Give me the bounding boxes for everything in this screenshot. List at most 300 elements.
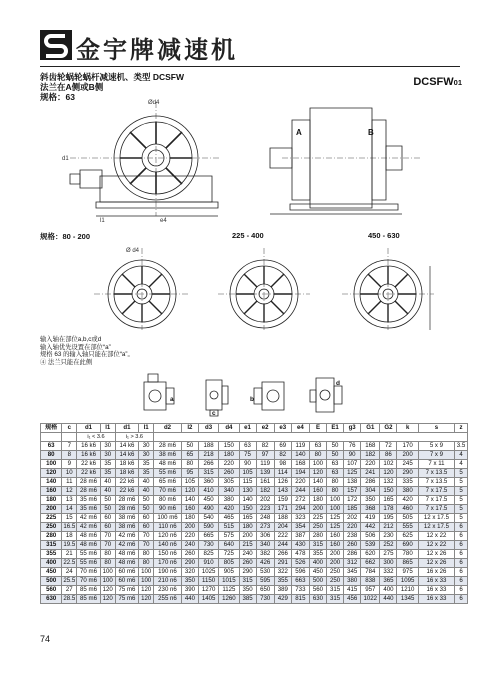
table-cell: 630 xyxy=(41,595,62,604)
table-cell: 50 xyxy=(181,442,198,451)
mount-label-b: b xyxy=(250,396,254,403)
table-cell: 420 xyxy=(397,496,418,505)
table-cell: 200 xyxy=(309,505,326,514)
table-cell: 815 xyxy=(291,595,309,604)
model-code-main: DCSFW xyxy=(413,76,454,88)
table-cell: 60 xyxy=(100,514,115,523)
table-cell: 80 xyxy=(139,559,154,568)
table-cell: 465 xyxy=(219,514,239,523)
table-cell: 80 xyxy=(100,559,115,568)
table-cell: 252 xyxy=(380,541,397,550)
table-cell: 500 xyxy=(309,577,326,586)
table-cell: 315 xyxy=(327,586,344,595)
table-cell: 365 xyxy=(380,577,397,586)
ratio-low-label: i₁ < 3.6 xyxy=(77,433,115,442)
table-cell: 315 xyxy=(41,541,62,550)
table-cell: 280 xyxy=(41,532,62,541)
table-cell: 63 xyxy=(327,460,344,469)
table-cell: 120 xyxy=(380,469,397,478)
table-cell: 85 m6 xyxy=(77,595,100,604)
table-cell: 140 xyxy=(291,451,309,460)
table-cell: 442 xyxy=(361,523,380,532)
table-cell: 665 xyxy=(198,532,218,541)
table-cell: 35 xyxy=(139,460,154,469)
table-cell: 440 xyxy=(380,595,397,604)
table-cell: 63 xyxy=(41,442,62,451)
table-cell: 430 xyxy=(291,541,309,550)
table-cell: 6 xyxy=(455,541,468,550)
table-cell: 450 xyxy=(309,568,326,577)
table-cell: 160 xyxy=(181,505,198,514)
table-cell: 382 xyxy=(256,550,274,559)
table-cell: 60 m6 xyxy=(115,568,138,577)
table-cell: 140 xyxy=(309,478,326,487)
table-cell: 230 xyxy=(380,532,397,541)
table-cell: 107 xyxy=(344,460,361,469)
title-line-1: 斜齿轮蜗轮蜗杆减速机、类型 DCSFW xyxy=(40,72,185,82)
table-cell: 50 xyxy=(327,451,344,460)
table-cell: 165 xyxy=(380,496,397,505)
table-row xyxy=(41,451,468,460)
table-cell: 250 xyxy=(41,523,62,532)
title-line-2: 法兰在A侧或B侧 xyxy=(40,82,104,92)
table-cell: 6 xyxy=(455,550,468,559)
table-cell: 315 xyxy=(198,469,218,478)
table-cell: 80 m6 xyxy=(154,496,182,505)
svg-text:l1: l1 xyxy=(100,218,105,224)
table-row xyxy=(41,523,468,532)
svg-text:Ø d4: Ø d4 xyxy=(126,248,140,254)
table-header-row xyxy=(41,424,468,433)
table-cell: 12 x 26 xyxy=(418,550,454,559)
table-cell: 266 xyxy=(274,550,291,559)
table-cell: 130 xyxy=(239,487,256,496)
table-cell: 515 xyxy=(219,523,239,532)
table-cell: 220 xyxy=(181,532,198,541)
table-cell: 4 xyxy=(455,451,468,460)
table-cell: 420 xyxy=(219,505,239,514)
table-cell: 240 xyxy=(239,550,256,559)
table-cell: 100 xyxy=(309,460,326,469)
table-cell: 260 xyxy=(344,541,361,550)
table-cell: 225 xyxy=(309,514,326,523)
table-cell: 30 xyxy=(100,451,115,460)
table-cell: 286 xyxy=(361,478,380,487)
table-cell: 389 xyxy=(274,586,291,595)
column-header: e2 xyxy=(256,424,274,433)
table-row xyxy=(41,496,468,505)
table-cell: 120 n6 xyxy=(154,532,182,541)
column-header: G1 xyxy=(361,424,380,433)
table-cell: 238 xyxy=(344,532,361,541)
table-cell: 1125 xyxy=(219,586,239,595)
table-cell: 662 xyxy=(361,559,380,568)
table-cell: 222 xyxy=(274,532,291,541)
column-header: l2 xyxy=(181,424,198,433)
table-cell: 440 xyxy=(181,595,198,604)
header-rule xyxy=(40,66,460,67)
table-cell: 230 n6 xyxy=(154,586,182,595)
table-cell: 125 xyxy=(344,469,361,478)
table-cell: 70 m6 xyxy=(77,568,100,577)
table-cell: 212 xyxy=(380,523,397,532)
table-cell: 180 xyxy=(181,514,198,523)
table-cell: 38 m6 xyxy=(115,514,138,523)
table-cell: 160 xyxy=(327,532,344,541)
table-cell: 120 xyxy=(100,586,115,595)
table-cell: 456 xyxy=(344,595,361,604)
table-cell: 340 xyxy=(256,541,274,550)
notes-block xyxy=(40,336,134,366)
table-cell: 218 xyxy=(198,451,218,460)
table-cell: 100 xyxy=(139,568,154,577)
table-cell: 190 n6 xyxy=(154,568,182,577)
table-cell: 3.5 xyxy=(455,442,468,451)
table-cell: 16 x 33 xyxy=(418,595,454,604)
table-cell: 60 xyxy=(139,523,154,532)
table-cell: 82 xyxy=(256,442,274,451)
table-row xyxy=(41,532,468,541)
table-cell: 42 m6 xyxy=(77,514,100,523)
column-header: 规格 xyxy=(41,424,62,433)
table-cell: 76 xyxy=(344,442,361,451)
table-cell: 172 xyxy=(344,496,361,505)
table-cell: 63 xyxy=(327,469,344,478)
table-cell: 650 xyxy=(256,586,274,595)
table-cell: 90 xyxy=(344,451,361,460)
table-cell: 168 xyxy=(361,442,380,451)
table-cell: 150 xyxy=(380,487,397,496)
table-cell: 1345 xyxy=(397,595,418,604)
table-cell: 48 m6 xyxy=(115,559,138,568)
table-cell: 86 xyxy=(380,451,397,460)
table-cell: 105 xyxy=(239,469,256,478)
table-cell: 838 xyxy=(361,577,380,586)
table-cell: 250 xyxy=(327,568,344,577)
table-cell: 200 xyxy=(327,550,344,559)
table-cell: 40 xyxy=(100,478,115,487)
column-header: E xyxy=(309,424,326,433)
table-cell: 48 m6 xyxy=(77,532,100,541)
table-cell: 290 xyxy=(239,568,256,577)
table-cell: 30 xyxy=(139,442,154,451)
table-cell: 345 xyxy=(344,568,361,577)
table-cell: 590 xyxy=(198,523,218,532)
note-4: ④ 法兰只能在此侧 xyxy=(40,358,93,366)
table-cell: 165 xyxy=(239,514,256,523)
table-cell: 478 xyxy=(291,550,309,559)
table-row xyxy=(41,487,468,496)
table-cell: 1270 xyxy=(198,586,218,595)
column-header: c xyxy=(62,424,77,433)
table-cell: 272 xyxy=(291,496,309,505)
table-cell: 160 xyxy=(309,487,326,496)
table-cell: 248 xyxy=(256,514,274,523)
table-cell: 140 xyxy=(41,478,62,487)
table-cell: 105 xyxy=(181,478,198,487)
table-cell: 340 xyxy=(219,487,239,496)
spec-table xyxy=(40,423,468,604)
table-cell: 780 xyxy=(397,550,418,559)
table-row xyxy=(41,460,468,469)
table-cell: 305 xyxy=(219,478,239,487)
table-cell: 70 m6 xyxy=(154,487,182,496)
table-cell: 241 xyxy=(361,469,380,478)
table-cell: 426 xyxy=(256,559,274,568)
table-cell: 266 xyxy=(198,460,218,469)
table-cell: 50 xyxy=(139,496,154,505)
table-cell: 16 k6 xyxy=(77,442,100,451)
table-cell: 220 xyxy=(291,478,309,487)
note-3: 规格 63 的输入轴只能在部位“a”。 xyxy=(40,351,134,359)
table-cell: 7 x 9 xyxy=(418,451,454,460)
mount-label-c: c xyxy=(212,410,216,417)
table-cell: 42 m6 xyxy=(77,523,100,532)
table-cell: 1150 xyxy=(198,577,218,586)
table-cell: 80 xyxy=(309,451,326,460)
table-cell: 70 xyxy=(139,541,154,550)
table-cell: 255 n6 xyxy=(154,595,182,604)
table-cell: 82 xyxy=(274,451,291,460)
table-cell: 4 xyxy=(455,460,468,469)
table-cell: 784 xyxy=(361,568,380,577)
table-cell: 25.5 xyxy=(63,577,76,584)
table-cell: 16 x 26 xyxy=(418,568,454,577)
column-header: d4 xyxy=(219,424,239,433)
table-cell: 225 xyxy=(41,514,62,523)
table-cell: 22 k6 xyxy=(77,469,100,478)
table-cell: 159 xyxy=(274,496,291,505)
table-cell: 30 xyxy=(139,451,154,460)
table-cell: 300 xyxy=(380,559,397,568)
table-cell: 69 xyxy=(274,442,291,451)
table-cell: 119 xyxy=(291,442,309,451)
brand-name: 金宇牌减速机 xyxy=(76,36,238,64)
table-cell: 8 xyxy=(62,451,77,460)
table-cell: 322 xyxy=(274,568,291,577)
table-cell: 355 xyxy=(309,550,326,559)
table-cell: 387 xyxy=(291,532,309,541)
table-cell: 250 xyxy=(327,577,344,586)
table-cell: 115 xyxy=(239,478,256,487)
table-cell: 120 xyxy=(100,595,115,604)
table-cell: 168 xyxy=(291,460,309,469)
table-cell: 1260 xyxy=(219,595,239,604)
model-code-suffix: 01 xyxy=(453,78,462,87)
table-cell: 539 xyxy=(361,541,380,550)
table-cell: 1022 xyxy=(361,595,380,604)
table-cell: 400 xyxy=(380,586,397,595)
table-cell: 70 xyxy=(100,541,115,550)
table-cell: 100 xyxy=(100,577,115,586)
table-cell: 560 xyxy=(309,586,326,595)
table-cell: 315 xyxy=(327,595,344,604)
table-cell: 35 xyxy=(139,469,154,478)
table-cell: 63 xyxy=(309,442,326,451)
table-cell: 102 xyxy=(380,460,397,469)
table-cell: 5 x 9 xyxy=(418,442,454,451)
table-cell: 50 xyxy=(100,496,115,505)
table-cell: 110 n6 xyxy=(154,523,182,532)
table-cell: 170 n6 xyxy=(154,559,182,568)
table-cell: 530 xyxy=(256,568,274,577)
table-cell: 200 xyxy=(239,532,256,541)
table-cell: 42 m6 xyxy=(115,541,138,550)
table-cell: 290 xyxy=(181,559,198,568)
table-cell: 6 xyxy=(455,568,468,577)
column-header: d2 xyxy=(154,424,182,433)
table-row xyxy=(41,478,468,487)
table-cell: 5 xyxy=(455,505,468,514)
table-cell: 505 xyxy=(397,514,418,523)
table-cell: 75 m6 xyxy=(115,586,138,595)
column-header: d1 xyxy=(77,424,100,433)
table-cell: 35 xyxy=(100,460,115,469)
table-cell: 28 m6 xyxy=(77,487,100,496)
ratio-spacer xyxy=(41,433,62,442)
table-cell: 97 xyxy=(256,451,274,460)
table-cell: 16 x 33 xyxy=(418,586,454,595)
table-cell: 80 xyxy=(327,487,344,496)
table-cell: 14 xyxy=(62,505,77,514)
table-cell: 220 xyxy=(219,460,239,469)
table-cell: 120 xyxy=(181,487,198,496)
table-cell: 250 xyxy=(309,523,326,532)
table-cell: 323 xyxy=(291,514,309,523)
wheel-drawing-450-630 xyxy=(338,246,448,332)
table-cell: 450 xyxy=(198,496,218,505)
table-cell: 60 xyxy=(100,523,115,532)
table-cell: 400 xyxy=(309,559,326,568)
table-cell: 138 xyxy=(344,478,361,487)
table-cell: 70 m6 xyxy=(77,577,100,586)
table-cell: 22 k6 xyxy=(115,478,138,487)
table-cell: 625 xyxy=(397,532,418,541)
table-row xyxy=(41,505,468,514)
table-cell: 180 xyxy=(239,523,256,532)
table-cell: 18 xyxy=(62,532,77,541)
table-cell: 40 xyxy=(139,478,154,487)
table-cell: 1095 xyxy=(397,577,418,586)
table-cell: 6 xyxy=(455,523,468,532)
table-cell: 182 xyxy=(361,451,380,460)
table-cell: 1405 xyxy=(198,595,218,604)
table-cell: 355 xyxy=(274,577,291,586)
table-cell: 7 xyxy=(62,442,77,451)
table-cell: 100 xyxy=(327,505,344,514)
ratio-high-label: i₁ > 3.6 xyxy=(115,433,153,442)
column-header: l1 xyxy=(139,424,154,433)
svg-text:Ød4: Ød4 xyxy=(148,100,160,106)
table-cell: 245 xyxy=(397,460,418,469)
table-cell: 595 xyxy=(256,577,274,586)
table-cell: 6 xyxy=(455,577,468,586)
table-cell: 385 xyxy=(239,595,256,604)
table-cell: 161 xyxy=(256,478,274,487)
table-cell: 204 xyxy=(274,523,291,532)
table-cell: 725 xyxy=(219,550,239,559)
table-cell: 555 xyxy=(397,523,418,532)
table-cell: 28 m6 xyxy=(154,442,182,451)
table-row xyxy=(41,541,468,550)
column-header: l1 xyxy=(100,424,115,433)
table-cell: 178 xyxy=(380,505,397,514)
table-cell: 63 xyxy=(239,442,256,451)
side-a-label: A xyxy=(296,128,302,137)
column-header: e4 xyxy=(291,424,309,433)
table-cell: 195 xyxy=(380,514,397,523)
table-cell: 70 xyxy=(100,532,115,541)
table-cell: 957 xyxy=(361,586,380,595)
table-cell: 180 xyxy=(309,496,326,505)
table-cell: 100 xyxy=(100,568,115,577)
table-cell: 12 x 22 xyxy=(418,532,454,541)
table-cell: 12 xyxy=(62,487,77,496)
table-cell: 22 k6 xyxy=(115,487,138,496)
table-cell: 312 xyxy=(344,559,361,568)
table-cell: 90 xyxy=(239,460,256,469)
table-cell: 38 m6 xyxy=(154,451,182,460)
table-cell: 42 m6 xyxy=(115,532,138,541)
table-cell: 202 xyxy=(256,496,274,505)
table-cell: 15 xyxy=(62,514,77,523)
table-cell: 188 xyxy=(198,442,218,451)
table-cell: 260 xyxy=(239,559,256,568)
table-row xyxy=(41,550,468,559)
table-cell: 663 xyxy=(291,577,309,586)
table-cell: 200 xyxy=(327,559,344,568)
table-cell: 6 xyxy=(455,532,468,541)
table-cell: 5 xyxy=(455,478,468,487)
ratio-spacer xyxy=(62,433,77,442)
table-cell: 200 xyxy=(181,523,198,532)
table-cell: 28 m6 xyxy=(115,505,138,514)
size-label-80-200: 规格：80 - 200 xyxy=(40,232,91,241)
table-cell: 40 xyxy=(100,487,115,496)
column-header: e1 xyxy=(239,424,256,433)
table-cell: 18 k6 xyxy=(115,469,138,478)
table-cell: 306 xyxy=(256,532,274,541)
table-cell: 132 xyxy=(380,478,397,487)
table-cell: 140 n6 xyxy=(154,541,182,550)
table-cell: 16.5 xyxy=(63,523,76,530)
front-view-drawing xyxy=(60,98,230,224)
table-cell: 260 xyxy=(219,469,239,478)
note-2: 输入轴优先设置在部位“a” xyxy=(40,343,111,351)
table-row xyxy=(41,586,468,595)
table-cell: 80 xyxy=(41,451,62,460)
table-cell: 202 xyxy=(344,514,361,523)
table-cell: 905 xyxy=(219,568,239,577)
table-cell: 171 xyxy=(274,505,291,514)
table-cell: 5 xyxy=(455,487,468,496)
table-cell: 18 k6 xyxy=(115,460,138,469)
title-line-3: 规格：63 xyxy=(40,92,75,102)
table-cell: 450 xyxy=(41,568,62,577)
table-cell: 80 xyxy=(181,460,198,469)
column-header: s xyxy=(418,424,454,433)
table-cell: 244 xyxy=(274,541,291,550)
table-cell: 16 k6 xyxy=(77,451,100,460)
table-cell: 200 xyxy=(397,451,418,460)
table-cell: 596 xyxy=(291,568,309,577)
table-cell: 28.5 xyxy=(63,595,76,602)
table-row xyxy=(41,577,468,586)
table-cell: 7 x 17.5 xyxy=(418,487,454,496)
table-cell: 332 xyxy=(380,568,397,577)
table-cell: 500 xyxy=(41,577,62,586)
table-cell: 7 x 13.5 xyxy=(418,469,454,478)
